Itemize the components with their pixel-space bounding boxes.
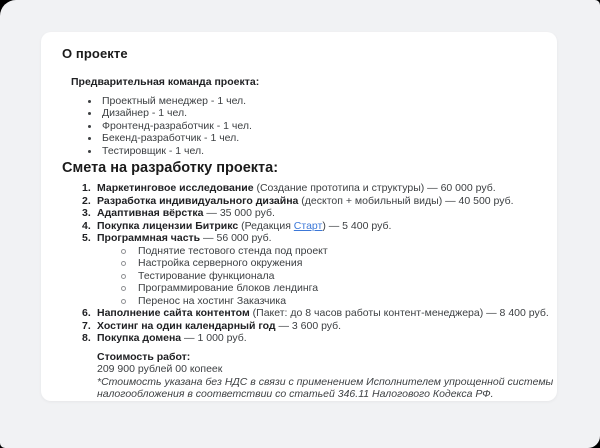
tax-note-line1: *Стоимость указана без НДС в связи с применением Исполнителем упрощенной системы <box>97 375 554 388</box>
item-detail: (Создание прототипа и структуры) — 60 000 руб. <box>253 182 496 194</box>
estimate-item <box>62 307 549 320</box>
item-title: Адаптивная вёрстка <box>97 207 204 219</box>
item-number: 7. <box>82 319 91 332</box>
subitem-label: Тестирование функционала <box>138 269 275 282</box>
estimate-list <box>62 182 549 345</box>
item-title: Программная часть <box>97 232 201 244</box>
team-member-item <box>62 132 539 145</box>
estimate-section-heading: Смета на разработку проекта: <box>62 160 279 176</box>
estimate-subitem <box>62 282 539 295</box>
item-detail: — 56 000 руб. <box>200 232 272 244</box>
tax-note-line2: налогообложения в соответствии со статьей 346.11 Налогового Кодекса РФ. <box>97 388 494 401</box>
bullet-circle-icon <box>121 261 126 266</box>
bullet-dot-icon <box>88 112 91 115</box>
estimate-subitem <box>62 295 539 308</box>
subitem-label: Программирование блоков лендинга <box>138 282 319 294</box>
estimate-item <box>62 332 539 345</box>
estimate-item <box>62 320 539 333</box>
subitem-label: Настройка серверного окружения <box>138 257 303 269</box>
totals-amount: 209 900 рублей 00 копеек <box>97 363 223 375</box>
item-detail: — 3 600 руб. <box>275 319 342 332</box>
team-member-label: Дизайнер - 1 чел. <box>102 107 188 119</box>
totals-block <box>97 350 554 402</box>
page-title: О проекте <box>62 46 128 61</box>
estimate-item <box>62 207 539 220</box>
item-number: 8. <box>82 332 91 344</box>
document-card <box>41 32 557 401</box>
bullet-circle-icon <box>121 249 126 254</box>
estimate-item <box>62 195 539 208</box>
item-title: Маркетинговое исследование <box>97 182 254 194</box>
team-member-label: Бекенд-разработчик - 1 чел. <box>102 132 240 144</box>
estimate-item <box>62 182 539 195</box>
item-title: Покупка лицензии Битрикс <box>97 219 239 232</box>
bitrix-start-link[interactable]: Старт <box>293 219 323 232</box>
estimate-item <box>62 220 539 233</box>
team-member-item <box>62 107 539 120</box>
item-detail: ) — 5 400 руб. <box>322 219 392 232</box>
item-number: 6. <box>82 307 91 319</box>
item-number: 3. <box>82 207 91 219</box>
team-member-item <box>62 120 539 133</box>
team-member-label: Проектный менеджер - 1 чел. <box>102 94 247 107</box>
item-number: 4. <box>82 219 91 232</box>
item-detail: (Редакция <box>238 219 294 232</box>
item-number: 1. <box>82 182 91 194</box>
item-title: Хостинг на один календарный год <box>97 319 276 332</box>
item-number: 5. <box>82 232 91 244</box>
item-detail: — 1 000 руб. <box>181 332 247 344</box>
team-section-heading: Предварительная команда проекта: <box>71 76 260 88</box>
estimate-subitem <box>62 257 539 270</box>
totals-heading: Стоимость работ: <box>97 350 191 363</box>
bullet-dot-icon <box>88 137 91 140</box>
item-detail: (десктоп + мобильный виды) — 40 500 руб. <box>298 194 514 207</box>
team-member-label: Тестировщик - 1 чел. <box>102 144 205 157</box>
bullet-circle-icon <box>121 274 126 279</box>
item-title: Разработка индивидуального дизайна <box>97 194 299 207</box>
item-detail: (Пакет: до 8 часов работы контент-менеджера) — 8 400 руб. <box>249 307 549 319</box>
subitem-label: Перенос на хостинг Заказчика <box>138 294 287 307</box>
bullet-circle-icon <box>121 286 126 291</box>
item-title: Наполнение сайта контентом <box>97 307 250 319</box>
bullet-dot-icon <box>88 125 91 128</box>
estimate-item <box>62 232 539 245</box>
item-title: Покупка домена <box>97 332 182 344</box>
estimate-subitem <box>62 245 539 258</box>
team-list <box>62 95 539 158</box>
document-content <box>41 32 557 401</box>
bullet-dot-icon <box>88 150 91 153</box>
estimate-subitem <box>62 270 539 283</box>
bullet-circle-icon <box>121 299 126 304</box>
team-member-label: Фронтенд-разработчик - 1 чел. <box>102 119 252 132</box>
bullet-dot-icon <box>88 100 91 103</box>
team-member-item <box>62 145 539 158</box>
team-member-item <box>62 95 539 108</box>
item-detail: — 35 000 руб. <box>203 207 275 219</box>
subitem-label: Поднятие тестового стенда под проект <box>138 244 328 257</box>
item-number: 2. <box>82 194 91 207</box>
